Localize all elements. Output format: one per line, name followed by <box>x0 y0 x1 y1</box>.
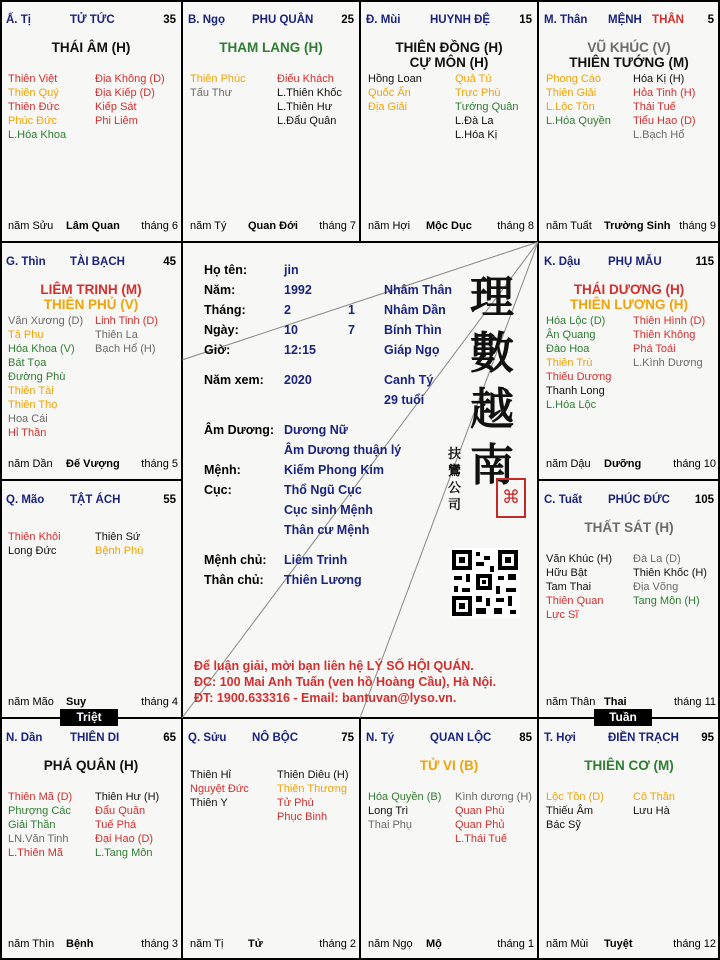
star-item: Thiên Khôi <box>8 531 61 543</box>
star-item: Hoa Cái <box>8 413 48 425</box>
star-item: Quả Tú <box>455 73 492 85</box>
star-item: L.Hóa Lộc <box>546 399 597 411</box>
palace-month: tháng 5 <box>141 458 178 470</box>
palace-year: năm Mùi <box>546 938 589 950</box>
palace-age: 65 <box>163 732 176 744</box>
palace-stage: Quan Đới <box>248 220 298 232</box>
star-item: Hồng Loan <box>368 73 422 85</box>
palace-name: HUYNH ĐỆ <box>430 14 491 26</box>
palace-stage: Đế Vượng <box>66 458 120 470</box>
palace-branch: G. Thìn <box>6 256 46 268</box>
palace-name: PHU QUÂN <box>252 14 314 26</box>
star-item: Thiên Diêu (H) <box>277 769 349 781</box>
star-item: Tiểu Hao (D) <box>633 115 696 127</box>
star-item: L.Tang Môn <box>95 847 153 859</box>
tuan-tag: Tuần <box>594 709 652 726</box>
star-item: L.Hóa Quyền <box>546 115 611 127</box>
star-item: Thiên Tài <box>8 385 54 397</box>
main-star: THIÊN CƠ (M) <box>584 758 674 773</box>
palace-age: 5 <box>707 14 714 26</box>
hour-label: Giờ: <box>204 343 231 357</box>
palace-month: tháng 7 <box>319 220 356 232</box>
main-star: CỰ MÔN (H) <box>409 55 489 70</box>
palace-tag: THÂN <box>652 14 684 26</box>
star-item: L.Thiên Khốc <box>277 87 342 99</box>
menh-value: Kiếm Phong Kim <box>284 463 385 477</box>
star-item: Tấu Thư <box>190 87 233 99</box>
contact-line-3: ĐT: 1900.633316 - Email: bantuvan@lyso.vn. <box>194 691 457 705</box>
main-star: THẤT SÁT (H) <box>584 520 674 535</box>
palace-branch: K. Dậu <box>544 256 581 268</box>
palace-stage: Mộc Dục <box>426 220 472 232</box>
palace-age: 85 <box>519 732 532 744</box>
star-item: Kiếp Sát <box>95 101 137 113</box>
palace-branch: N. Tý <box>366 732 395 744</box>
view-year-can: Canh Tý <box>384 373 434 387</box>
main-star: THÁI ÂM (H) <box>51 40 131 55</box>
star-item: Địa Giải <box>368 101 408 113</box>
star-item: Thiếu Âm <box>546 805 594 817</box>
palace-month: tháng 2 <box>319 938 356 950</box>
palace-month: tháng 9 <box>679 220 716 232</box>
palace-age: 15 <box>519 14 532 26</box>
star-item: Thiên La <box>95 329 138 341</box>
palace-month: tháng 4 <box>141 696 178 708</box>
year-label: Năm: <box>204 283 236 297</box>
palace-name: MỆNH <box>608 14 642 26</box>
palace-stage: Trường Sinh <box>604 220 671 232</box>
star-item: L.Bạch Hổ <box>633 129 685 141</box>
cuc-value: Thổ Ngũ Cục <box>284 483 362 497</box>
star-item: Hỏa Tinh (H) <box>633 87 696 99</box>
star-item: Phúc Đức <box>8 115 57 127</box>
view-age: 29 tuổi <box>384 393 425 407</box>
calligraphy-seal: 理數越南 <box>470 272 514 491</box>
cuc-label: Cục: <box>204 483 232 497</box>
star-item: Văn Xương (D) <box>8 315 84 327</box>
star-item: Địa Võng <box>633 581 679 593</box>
star-item: Thiên Hư (H) <box>95 791 160 803</box>
palace-age: 75 <box>341 732 354 744</box>
star-item: Tam Thai <box>546 581 592 593</box>
palace-month: tháng 12 <box>673 938 716 950</box>
palace-stage: Bệnh <box>66 938 94 950</box>
star-item: Lưu Hà <box>633 805 670 817</box>
palace-name: QUAN LỘC <box>430 732 492 744</box>
star-item: Đường Phù <box>8 371 66 383</box>
palace-branch: C. Tuất <box>544 494 583 506</box>
main-star: PHÁ QUÂN (H) <box>43 758 139 773</box>
contact-block <box>194 658 496 706</box>
main-star: THIÊN TƯỚNG (M) <box>569 55 689 70</box>
contact-line-1: Để luận giải, mời bạn liên hệ LÝ SỐ HỘI QUÁN. <box>194 659 474 673</box>
palace-age: 105 <box>694 494 714 506</box>
star-item: Thiên Giải <box>546 87 597 99</box>
palace-year: năm Thân <box>546 696 596 708</box>
palace-name: PHÚC ĐỨC <box>608 494 670 506</box>
name-value: jin <box>284 263 299 277</box>
palace-month: tháng 1 <box>497 938 534 950</box>
palace-branch: N. Dần <box>6 732 43 744</box>
year-can: Nhâm Thân <box>384 283 453 297</box>
palace-stage: Suy <box>66 696 87 708</box>
triet-tag: Triệt <box>60 709 118 726</box>
star-item: Tử Phù <box>277 797 314 809</box>
palace-month: tháng 11 <box>673 696 716 708</box>
palace-branch: Q. Mão <box>6 494 45 506</box>
day-lunar: 7 <box>348 323 355 337</box>
palace-year: năm Dần <box>8 458 53 470</box>
star-item: Nguyệt Đức <box>190 783 249 795</box>
star-item: Kình dương (H) <box>455 791 532 803</box>
red-stamp-icon: ⌘ <box>496 478 526 518</box>
star-item: Thiên Không <box>633 329 696 341</box>
star-item: Long Trì <box>368 805 409 817</box>
day-value: 10 <box>284 323 298 337</box>
palace-age: 25 <box>341 14 354 26</box>
star-item: Thiên Đức <box>8 101 60 113</box>
palace-age: 45 <box>163 256 176 268</box>
menhchu-label: Mệnh chủ: <box>204 553 267 567</box>
star-item: L.Hóa Kị <box>455 129 498 141</box>
star-item: Ân Quang <box>546 329 596 341</box>
palace-branch: Q. Sửu <box>188 732 227 744</box>
star-item: Thiên Quan <box>546 595 604 607</box>
star-item: Hóa Lộc (D) <box>546 315 606 327</box>
palace-age: 115 <box>695 256 714 268</box>
star-item: Điếu Khách <box>277 73 334 85</box>
star-item: Phi Liêm <box>95 115 138 127</box>
star-item: Tuế Phá <box>95 819 137 831</box>
qr-code-icon <box>450 548 520 618</box>
star-item: Giải Thần <box>8 819 56 831</box>
star-item: Thiên Khốc (H) <box>633 567 707 579</box>
menhchu-value: Liêm Trinh <box>284 553 348 567</box>
cuc-value-2: Cục sinh Mệnh <box>284 503 373 517</box>
palace-name: THIÊN DI <box>70 732 120 744</box>
palace-year: năm Tuất <box>546 220 592 232</box>
palace-year: năm Hợi <box>368 220 411 232</box>
star-item: Cô Thần <box>633 791 675 803</box>
star-item: Lộc Tồn (D) <box>546 791 604 803</box>
palace-stage: Tử <box>248 938 263 950</box>
palace-month: tháng 8 <box>497 220 534 232</box>
star-item: Thiên Hỉ <box>190 769 231 781</box>
palace-name: PHỤ MẪU <box>608 256 662 268</box>
star-item: L.Lộc Tồn <box>546 101 595 113</box>
star-item: Đẩu Quân <box>95 805 146 817</box>
palace-stage: Dưỡng <box>604 458 642 470</box>
star-item: LN.Văn Tinh <box>8 833 69 845</box>
star-item: Thiên Quý <box>8 87 59 99</box>
palace-year: năm Sửu <box>8 220 54 232</box>
star-item: Thiên Việt <box>8 73 58 85</box>
star-item: L.Đà La <box>455 115 494 127</box>
palace-name: NÔ BỘC <box>252 732 298 744</box>
main-star: LIÊM TRINH (M) <box>40 282 142 297</box>
star-item: Phượng Các <box>8 805 71 817</box>
star-item: Bác Sỹ <box>546 819 581 831</box>
palace-age: 35 <box>163 14 176 26</box>
star-item: Hóa Kị (H) <box>633 73 685 85</box>
star-item: Đà La (D) <box>633 553 681 565</box>
star-item: Phá Toái <box>633 343 676 355</box>
star-item: Thiên Thương <box>277 783 348 795</box>
small-seal-text: 扶鸞公司 <box>448 447 462 513</box>
star-item: Thiên Sứ <box>95 531 141 543</box>
palace-year: năm Thìn <box>8 938 55 950</box>
star-item: Văn Khúc (H) <box>546 553 613 565</box>
palace-branch: Đ. Mùi <box>366 14 401 26</box>
star-item: Địa Không (D) <box>95 73 165 85</box>
view-year-value: 2020 <box>284 373 312 387</box>
thanchu-value: Thiên Lương <box>284 573 362 587</box>
main-star: VŨ KHÚC (V) <box>587 40 671 55</box>
star-item: Đại Hao (D) <box>95 833 154 845</box>
star-item: Đào Hoa <box>546 343 590 355</box>
name-label: Họ tên: <box>204 263 248 277</box>
star-item: Lực Sĩ <box>546 609 579 621</box>
palace-age: 95 <box>701 732 714 744</box>
contact-line-2: ĐC: 100 Mai Anh Tuấn (ven hồ Hoàng Cầu), Hà Nội. <box>194 675 497 689</box>
main-star: THÁI DƯƠNG (H) <box>573 282 685 297</box>
star-item: Thiếu Dương <box>546 371 612 383</box>
palace-branch: Ấ. Tị <box>6 14 31 26</box>
palace-month: tháng 10 <box>673 458 716 470</box>
amduong-label: Âm Dương: <box>204 423 275 437</box>
main-star: THIÊN ĐỒNG (H) <box>395 40 503 55</box>
palace-stage: Mộ <box>426 938 442 950</box>
star-item: Thiên Y <box>190 797 228 809</box>
amduong-value: Dương Nữ <box>284 423 348 437</box>
star-item: Trực Phù <box>455 87 501 99</box>
star-item: L.Đẩu Quân <box>277 115 337 127</box>
day-can: Bính Thìn <box>384 323 442 337</box>
main-star: THAM LANG (H) <box>219 40 323 55</box>
star-item: Tướng Quân <box>455 101 519 113</box>
star-item: Thái Tuế <box>633 101 676 113</box>
main-star: TỬ VI (B) <box>419 758 479 773</box>
menh-label: Mệnh: <box>204 463 241 477</box>
palace-stage: Lâm Quan <box>66 220 120 232</box>
palace-branch: B. Ngọ <box>188 14 226 26</box>
palace-name: TỬ TỨC <box>70 14 115 26</box>
star-item: Bạch Hổ (H) <box>95 343 156 355</box>
star-item: Hóa Quyền (B) <box>368 791 442 803</box>
star-item: L.Thiên Hư <box>277 101 333 113</box>
day-label: Ngày: <box>204 323 239 337</box>
cuc-value-3: Thân cư Mệnh <box>284 523 370 537</box>
star-item: Phục Binh <box>277 811 328 823</box>
star-item: Thanh Long <box>546 385 605 397</box>
star-item: Bát Tọa <box>8 357 47 369</box>
star-item: Thiên Phúc <box>190 73 246 85</box>
palace-branch: T. Hợi <box>544 732 576 744</box>
star-item: Thai Phụ <box>368 819 413 831</box>
main-star: THIÊN LƯƠNG (H) <box>570 297 688 312</box>
thanchu-label: Thân chủ: <box>204 573 264 587</box>
star-item: Phong Cáo <box>546 73 602 85</box>
palace-name: TẬT ÁCH <box>70 494 121 506</box>
view-year-label: Năm xem: <box>204 373 264 387</box>
star-item: Tả Phụ <box>8 329 44 341</box>
palace-name: ĐIỀN TRẠCH <box>608 732 679 744</box>
star-item: L.Thiên Mã <box>8 847 64 859</box>
amduong-value-2: Âm Dương thuận lý <box>284 443 402 457</box>
palace-month: tháng 6 <box>141 220 178 232</box>
star-item: Linh Tinh (D) <box>95 315 158 327</box>
main-star: THIÊN PHỦ (V) <box>43 297 139 312</box>
star-item: Tang Môn (H) <box>633 595 700 607</box>
hour-can: Giáp Ngọ <box>384 343 440 357</box>
star-item: Quan Phủ <box>455 819 505 831</box>
palace-year: năm Tị <box>190 938 224 950</box>
star-item: L.Kình Dương <box>633 357 703 369</box>
star-item: Bệnh Phù <box>95 545 144 557</box>
palace-stage: Thai <box>604 696 627 708</box>
palace-year: năm Mão <box>8 696 54 708</box>
star-item: Hỉ Thần <box>8 427 47 439</box>
star-item: Thiên Mã (D) <box>8 791 73 803</box>
star-item: Thiên Trù <box>546 357 593 369</box>
palace-year: năm Tý <box>190 220 227 232</box>
star-item: Thiên Thọ <box>8 399 58 411</box>
palace-age: 55 <box>163 494 176 506</box>
palace-stage: Tuyệt <box>604 938 633 950</box>
star-item: Hóa Khoa (V) <box>8 343 75 355</box>
hour-value: 12:15 <box>284 343 316 357</box>
month-label: Tháng: <box>204 303 246 317</box>
palace-year: năm Ngọ <box>368 938 413 950</box>
month-lunar: 1 <box>348 303 355 317</box>
star-item: L.Hóa Khoa <box>8 129 67 141</box>
star-item: Thiên Hình (D) <box>633 315 706 327</box>
palace-year: năm Dậu <box>546 458 591 470</box>
star-item: L.Thái Tuế <box>455 833 507 845</box>
star-item: Hữu Bật <box>546 567 587 579</box>
month-can: Nhâm Dần <box>384 303 446 317</box>
star-item: Địa Kiếp (D) <box>95 87 155 99</box>
year-value: 1992 <box>284 283 312 297</box>
palace-branch: M. Thân <box>544 14 588 26</box>
month-value: 2 <box>284 303 291 317</box>
star-item: Quốc Ấn <box>368 87 411 99</box>
palace-month: tháng 3 <box>141 938 178 950</box>
star-item: Long Đức <box>8 545 57 557</box>
star-item: Quan Phù <box>455 805 505 817</box>
palace-name: TÀI BẠCH <box>70 256 125 268</box>
